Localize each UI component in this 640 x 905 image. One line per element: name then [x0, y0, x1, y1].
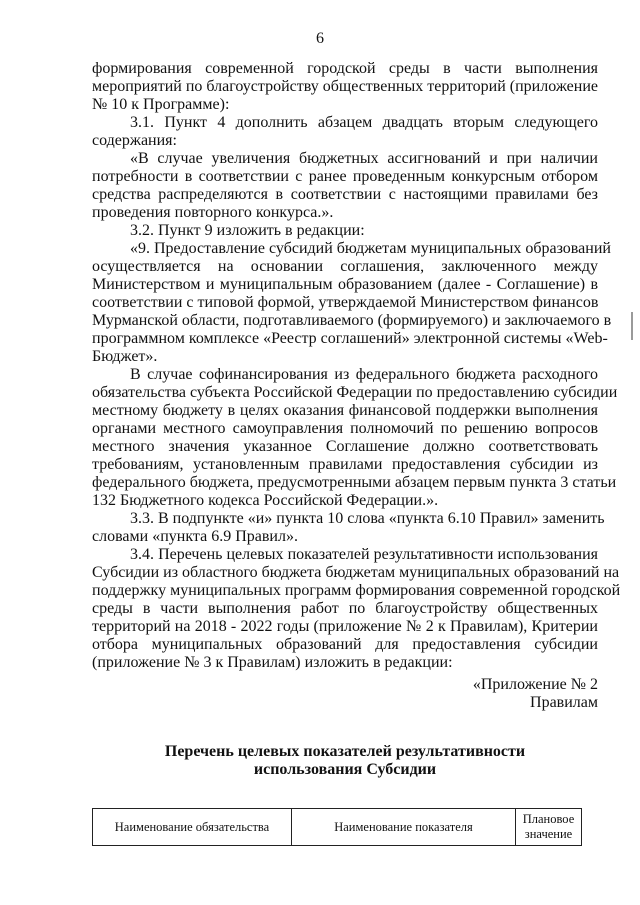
header-planned-value — [516, 809, 582, 846]
table-header-row — [93, 809, 582, 846]
body-line: потребности в соответствии с ранее проведенным конкурсным отбором — [92, 168, 598, 185]
body-line: отбора муниципальных образований для предоставления субсидии — [92, 636, 598, 653]
body-line: поддержку муниципальных программ формирования современной городской — [92, 582, 621, 599]
body-line: соответствии с типовой формой, утверждаемой Министерством финансов — [92, 294, 599, 311]
body-line: осуществляется на основании соглашения, заключенного между — [92, 258, 598, 275]
body-line: формирования современной городской среды в части выполнения — [92, 60, 598, 77]
body-line: среды в части выполнения работ по благоустройству общественных — [92, 600, 598, 617]
body-line: проведения повторного конкурса.». — [92, 204, 334, 221]
body-line: словами «пункта 6.9 Правил». — [92, 528, 298, 545]
body-line: (приложение № 3 к Правилам) изложить в редакции: — [92, 654, 453, 671]
header-obligation-name: Наименование обязательства — [93, 809, 292, 846]
body-line: местному бюджету в целях оказания финансовой поддержки выполнения — [92, 402, 598, 419]
body-line: содержания: — [92, 132, 177, 149]
body-line: «В случае увеличения бюджетных ассигнований и при наличии — [130, 150, 598, 167]
body-line: 3.2. Пункт 9 изложить в редакции: — [130, 222, 365, 239]
header-planned-value-line-1: Плановое — [522, 812, 575, 826]
body-line: Бюджет». — [92, 348, 158, 365]
appendix-ref-line-1: «Приложение № 2 — [472, 676, 598, 693]
header-planned-value-line-2: значение — [524, 827, 573, 841]
appendix-ref-line-2: Правилам — [530, 694, 598, 711]
table-title-line-1: Перечень целевых показателей результативности — [164, 743, 526, 760]
body-line: программном комплексе «Реестр соглашений» электронной системы «Web- — [92, 330, 608, 347]
table-title-line-2: использования Субсидии — [253, 761, 437, 778]
body-line: Мурманской области, подготавливаемого (формируемого) и заключаемого в — [92, 312, 612, 329]
body-line: органами местного самоуправления полномочий по решению вопросов — [92, 420, 598, 437]
body-line: Министерством и муниципальным образованием (далее - Соглашение) в — [92, 276, 598, 293]
scan-margin-mark — [631, 312, 633, 340]
body-line: 3.4. Перечень целевых показателей результативности использования — [130, 546, 598, 563]
body-line: «9. Предоставление субсидий бюджетам муниципальных образований — [130, 240, 611, 257]
body-line: федерального бюджета, предусмотренными абзацем первым пункта 3 статьи — [92, 474, 617, 491]
body-line: 132 Бюджетного кодекса Российской Федерации.». — [92, 492, 439, 509]
body-line: обязательства субъекта Российской Федерации по предоставлению субсидии — [92, 384, 618, 401]
body-line: № 10 к Программе): — [92, 96, 230, 113]
body-line: 3.1. Пункт 4 дополнить абзацем двадцать вторым следующего — [130, 114, 598, 131]
body-line: средства распределяются в соответствии с настоящими правилами без — [92, 186, 598, 203]
indicators-table — [92, 808, 582, 846]
body-line: 3.3. В подпункте «и» пункта 10 слова «пункта 6.10 Правил» заменить — [130, 510, 605, 527]
body-line: В случае софинансирования из федерального бюджета расходного — [130, 366, 598, 383]
body-line: Субсидии из областного бюджета бюджетам муниципальных образований на — [92, 564, 620, 581]
body-line: требованиям, установленным правилами предоставления субсидии из — [92, 456, 598, 473]
body-line: территорий на 2018 - 2022 годы (приложение № 2 к Правилам), Критерии — [92, 618, 598, 635]
body-line: местного значения указанное Соглашение должно соответствовать — [92, 438, 598, 455]
header-indicator-name: Наименование показателя — [292, 809, 516, 846]
body-line: мероприятий по благоустройству общественных территорий (приложение — [92, 78, 598, 95]
page-number: 6 — [316, 30, 324, 47]
